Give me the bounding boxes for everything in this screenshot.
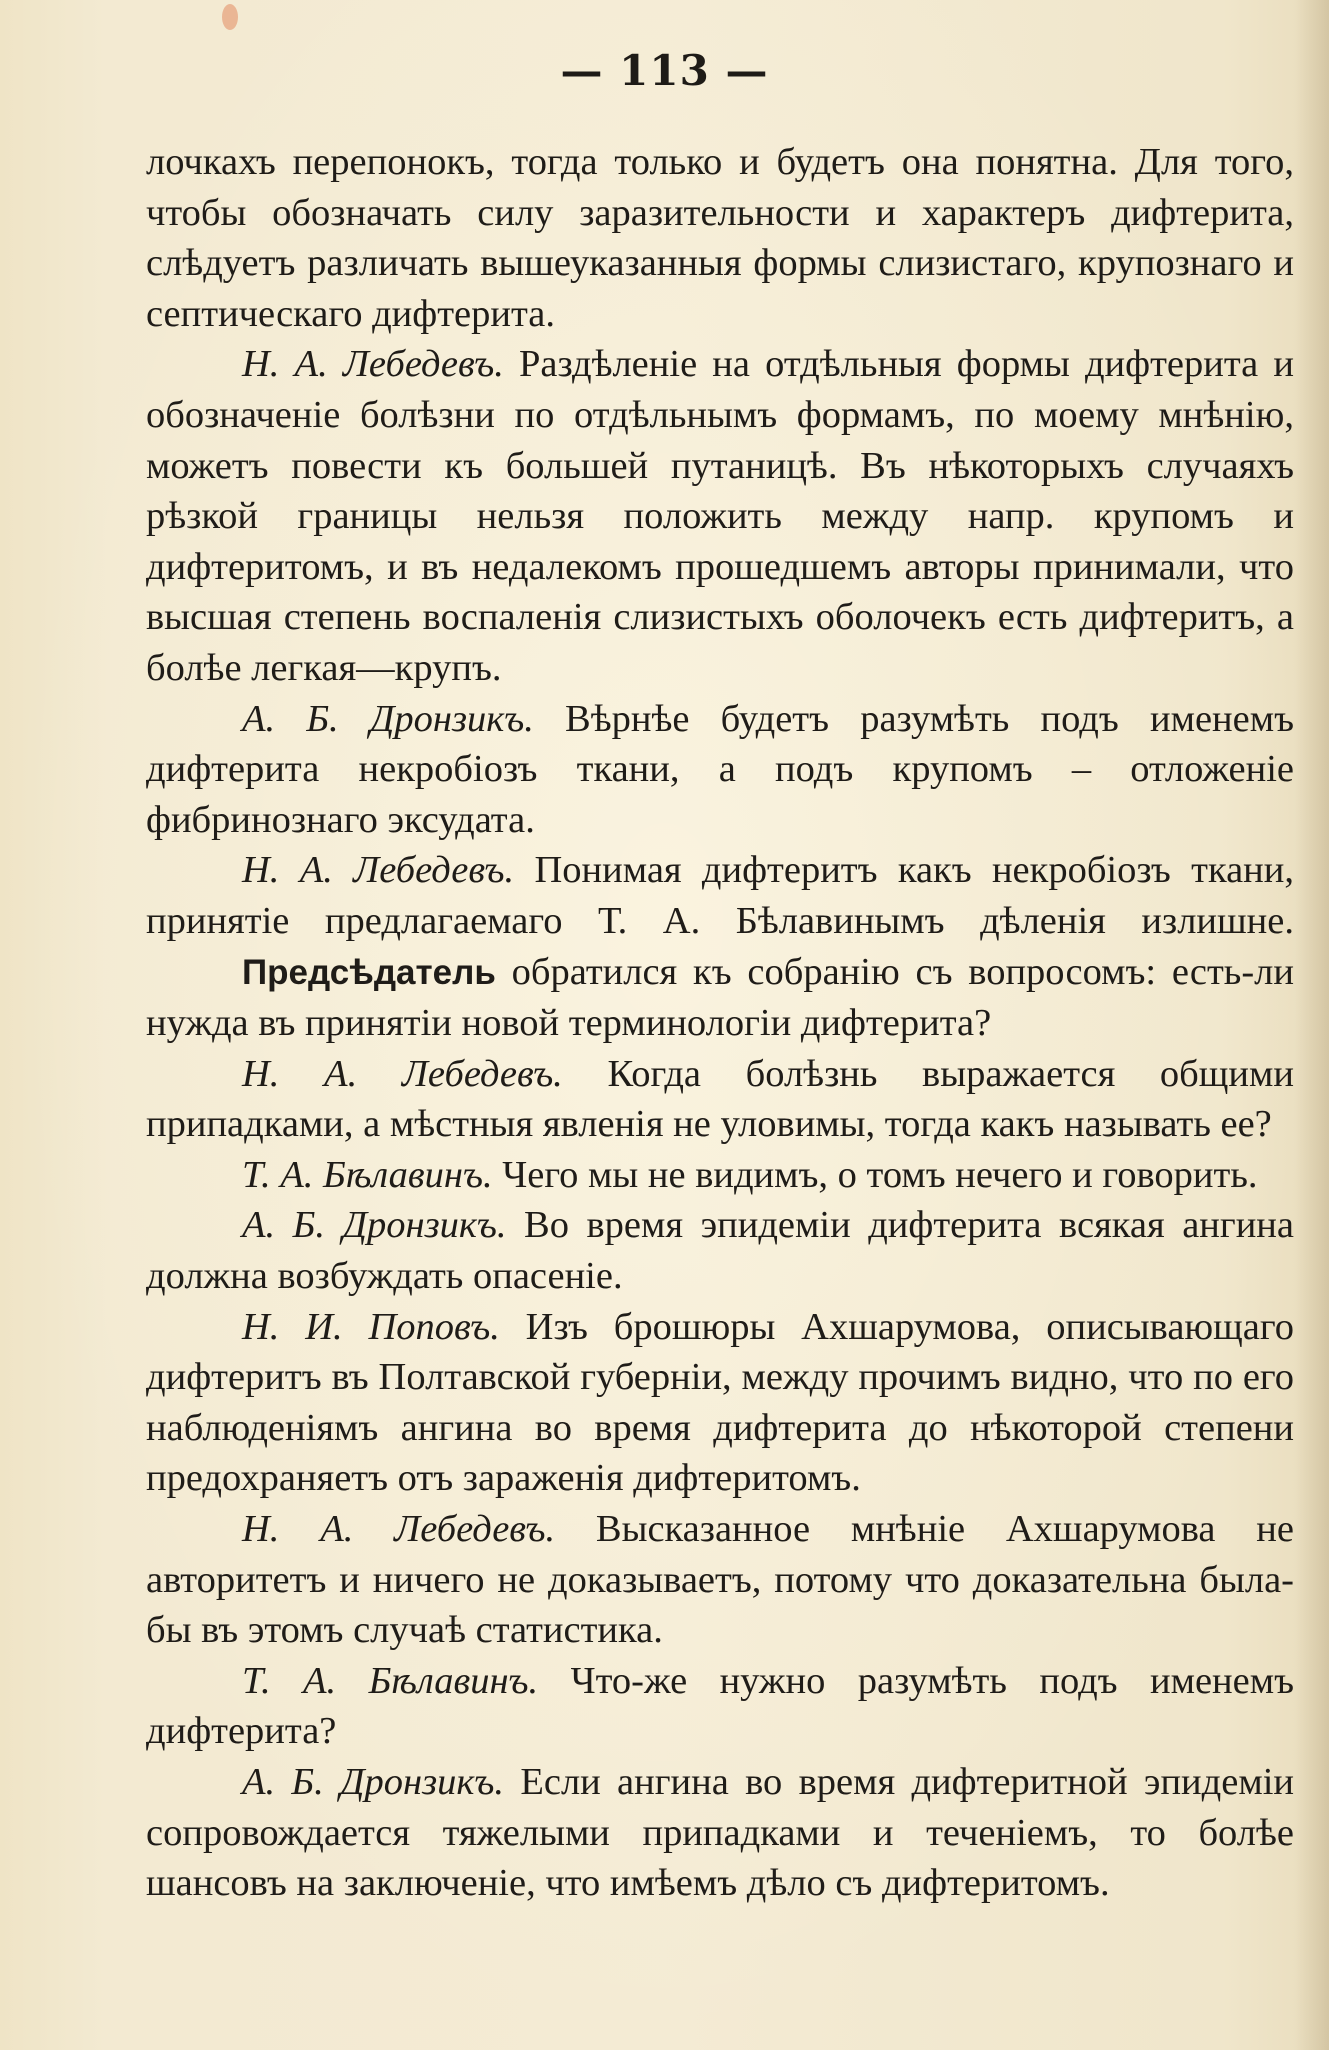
paragraph: [146, 137, 1294, 339]
paragraph-text: Раздѣленіе на отдѣльныя формы дифтерита и обозначеніе болѣзни по отдѣльнымъ формамъ, по моему мнѣнію, можетъ повести къ большей путаницѣ. Въ нѣкоторыхъ случаяхъ рѣзкой границы нельзя положить между напр. крупомъ и дифтеритомъ, и въ недалекомъ прошедшемъ авторы принимали, что высшая степень воспаленія слизистыхъ оболочекъ есть дифтеритъ, а болѣе легкая—крупъ.: [146, 343, 1294, 689]
speaker-name: Т. А. Бѣлавинъ.: [242, 1659, 539, 1702]
paragraph: [146, 947, 1294, 1049]
paragraph: [146, 1200, 1294, 1301]
paragraph-text: лочкахъ перепонокъ, тогда только и будетъ она понятна. Для того, чтобы обозначать силу заразительности и характеръ дифтерита, слѣдуетъ различать вышеуказанныя формы слизистаго, крупознаго и септическаго дифтерита.: [146, 141, 1294, 335]
speaker-name: Н. А. Лебедевъ.: [242, 1508, 556, 1551]
paragraph: [146, 1150, 1294, 1201]
paragraph-text: Высказанное мнѣніе Ахшарумова не авторитетъ и ничего не доказываетъ, потому что доказательна была-бы въ этомъ случаѣ статистика.: [146, 1508, 1294, 1652]
paragraph: [146, 1757, 1294, 1909]
speaker-name: Н. А. Лебедевъ.: [242, 849, 515, 892]
speaker-name: Т. А. Бѣлавинъ.: [242, 1153, 493, 1196]
paragraph-text: Изъ брошюры Ахшарумова, описывающаго дифтеритъ въ Полтавской губерніи, между прочимъ видно, что по его наблюденіямъ ангина во время дифтерита до нѣкоторой степени предохраняетъ отъ зараженія дифтеритомъ.: [146, 1305, 1294, 1500]
paragraph-text: Вѣрнѣе будетъ разумѣть подъ именемъ дифтерита некробіозъ ткани, а подъ крупомъ – отложеніе фибринознаго эксудата.: [146, 697, 1294, 841]
page-edge-shadow: [1295, 0, 1329, 2050]
paragraph-text: Понимая дифтеритъ какъ некробіозъ ткани, принятіе предлагаемаго Т. А. Бѣлавинымъ дѣленія излишне.: [146, 849, 1294, 942]
body-text: [146, 137, 1294, 1909]
paragraph: [146, 339, 1294, 693]
paragraph-text: Во время эпидеміи дифтерита всякая ангина должна возбуждать опасеніе.: [146, 1204, 1294, 1298]
chairman-label: Предсѣдатель: [242, 952, 496, 992]
paragraph-text: Когда болѣзнь выражается общими припадками, а мѣстныя явленія не уловимы, тогда какъ называть ее?: [146, 1052, 1294, 1146]
paragraph-text: Что-же нужно разумѣть подъ именемъ дифтерита?: [146, 1659, 1295, 1753]
paragraph: [146, 694, 1294, 846]
paragraph-text: Если ангина во время дифтеритной эпидеміи сопровождается тяжелыми припадками и теченіемъ, то болѣе шансовъ на заключеніе, что имѣемъ дѣло съ дифтеритомъ.: [146, 1761, 1294, 1905]
paper-stain: [222, 4, 238, 30]
speaker-name: А. Б. Дронзикъ.: [242, 1204, 507, 1247]
speaker-name: Н. А. Лебедевъ.: [242, 1052, 563, 1095]
paragraph: [146, 1302, 1294, 1504]
speaker-name: А. Б. Дронзикъ.: [242, 1761, 505, 1803]
paragraph: [146, 1049, 1294, 1150]
paragraph-text: обратился къ собранію съ вопросомъ: есть-ли нужда въ принятіи новой терминологіи дифтерита?: [146, 950, 1295, 1045]
paragraph-text: Чего мы не видимъ, о томъ нечего и говорить.: [502, 1153, 1258, 1196]
speaker-name: Н. И. Поповъ.: [242, 1305, 500, 1348]
page-number: — 113 —: [560, 46, 769, 95]
paragraph: [146, 845, 1294, 946]
paragraph: [146, 1504, 1294, 1656]
speaker-name: Н. А. Лебедевъ.: [242, 343, 504, 386]
speaker-name: А. Б. Дронзикъ.: [242, 697, 534, 740]
paragraph: [146, 1656, 1294, 1757]
